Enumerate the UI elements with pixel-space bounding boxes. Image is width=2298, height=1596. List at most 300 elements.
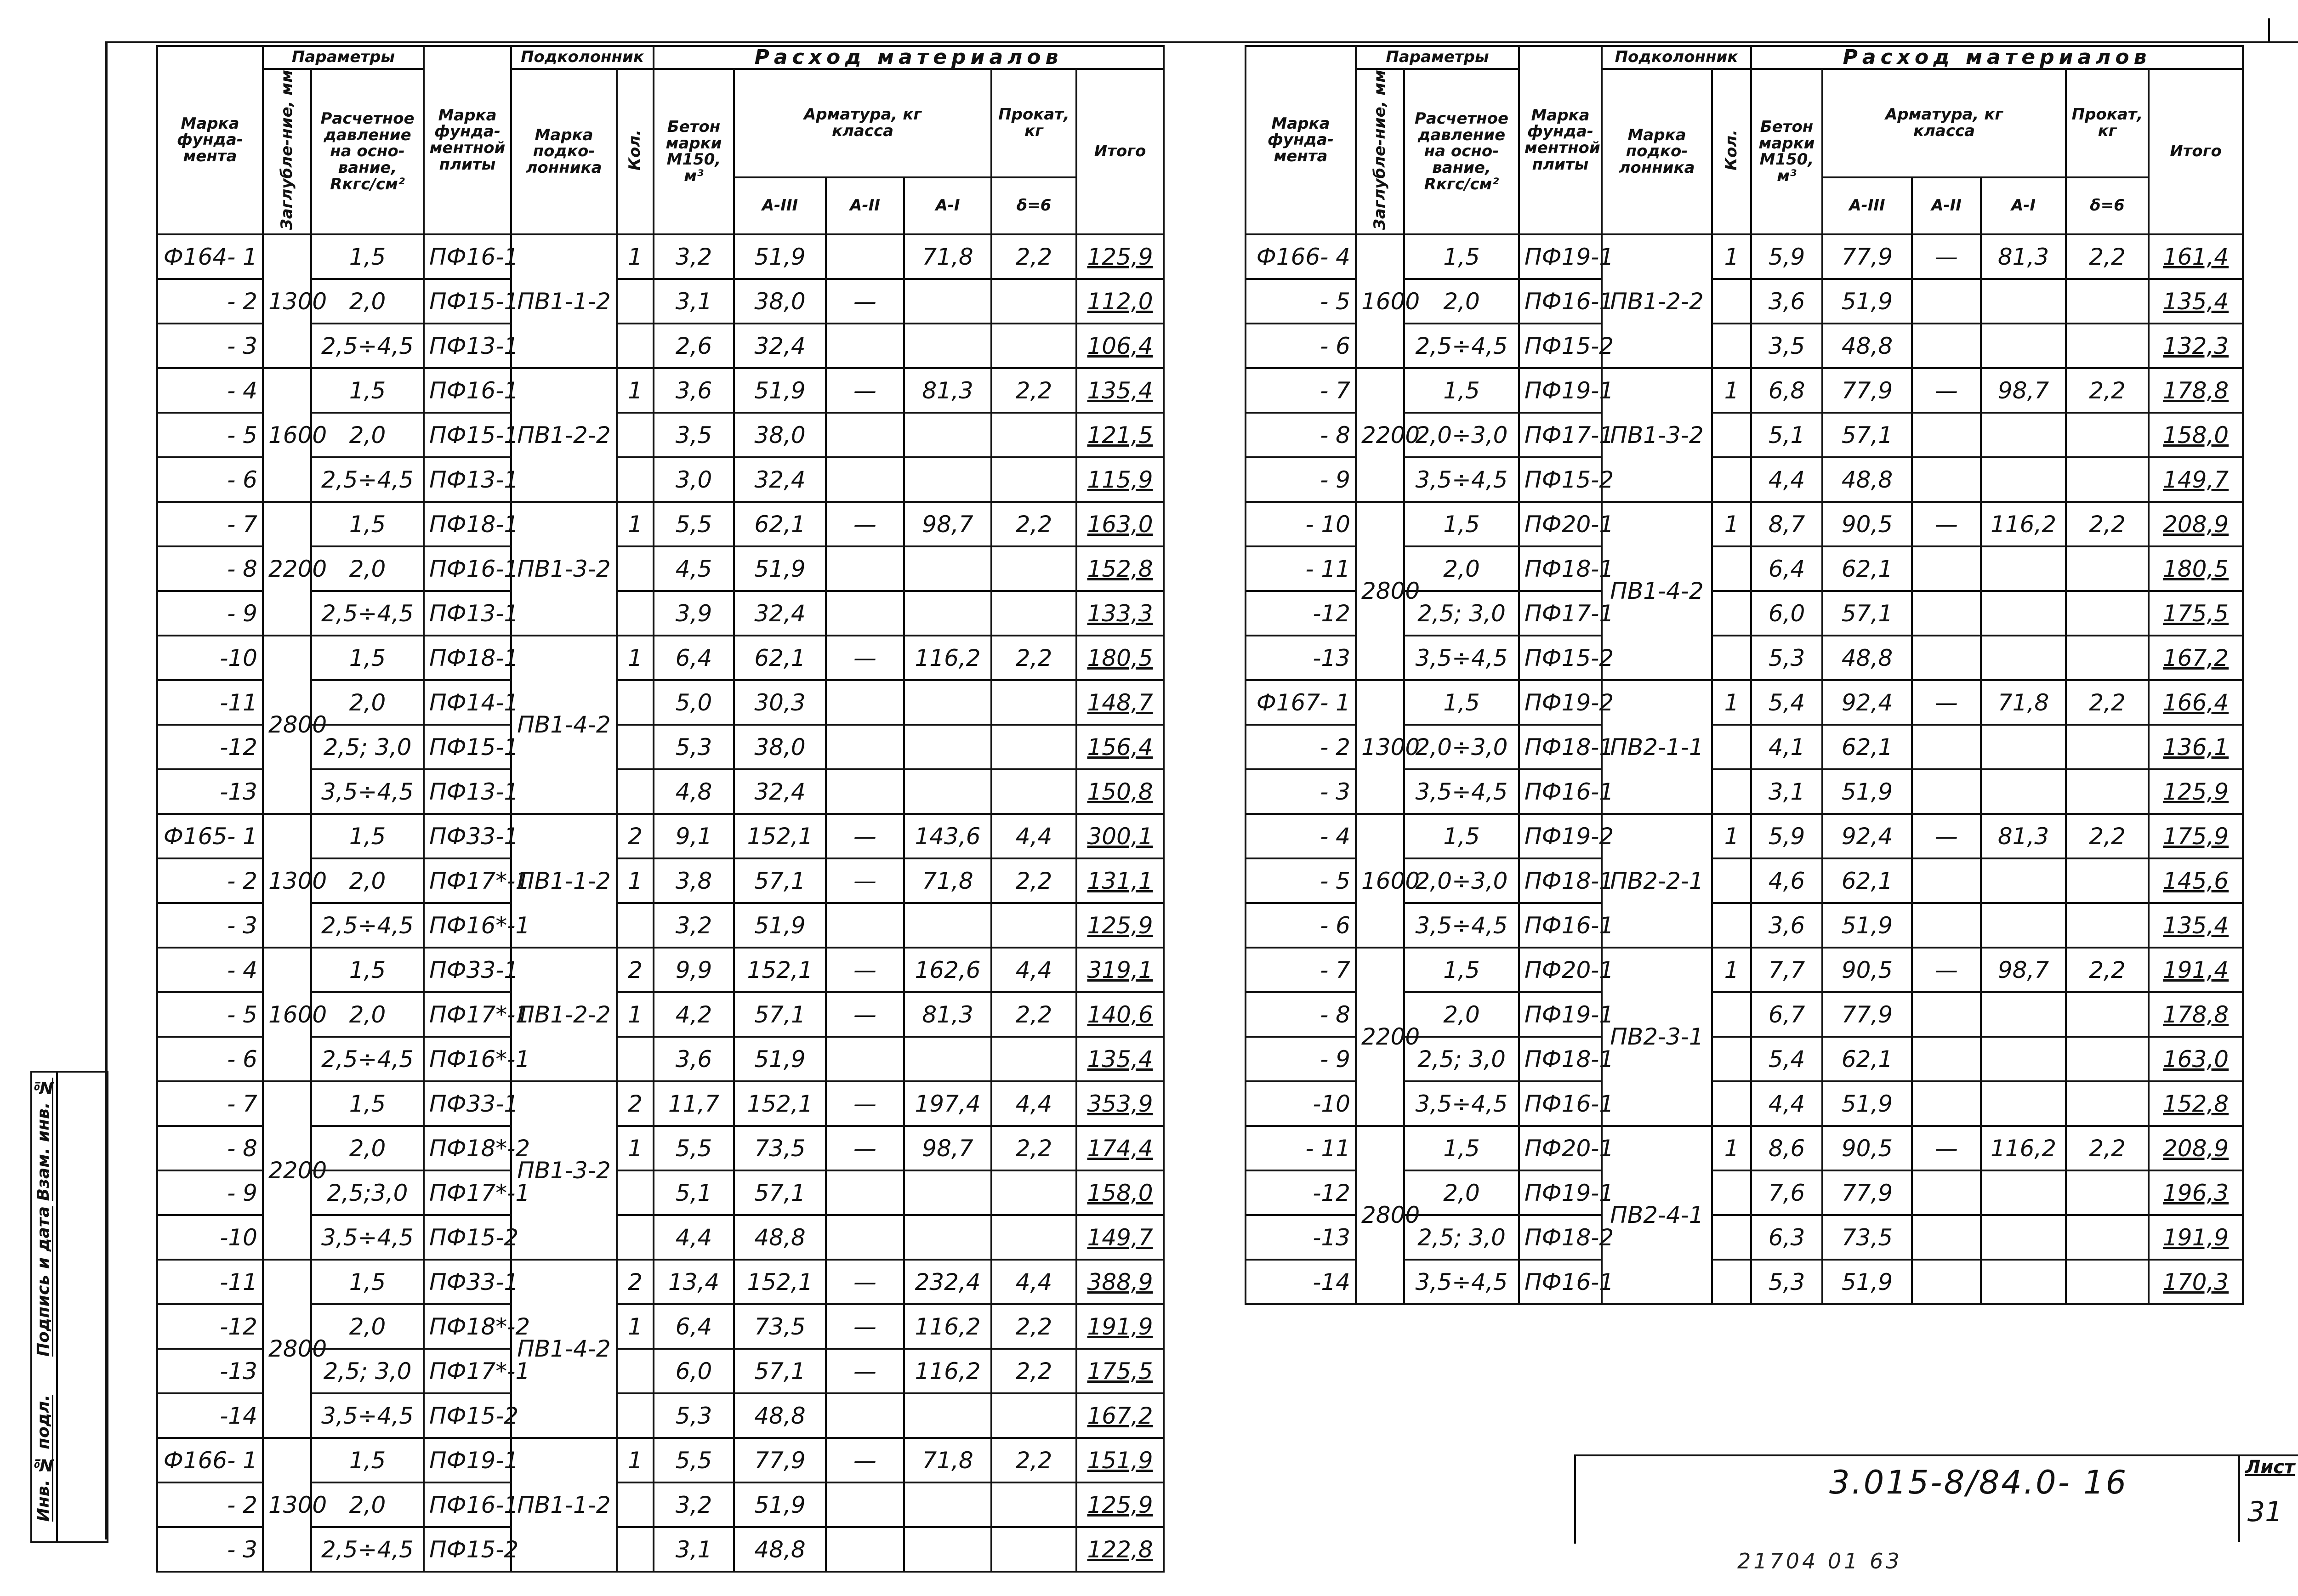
document-code: 3.015-8/84.0- 16 bbox=[1829, 1464, 2128, 1501]
cell-plate: ПФ16-1 bbox=[1519, 769, 1602, 814]
cell-mark: - 3 bbox=[157, 1527, 263, 1572]
header-itogo: Итого bbox=[2149, 69, 2243, 234]
cell-total: 388,9 bbox=[1076, 1260, 1164, 1304]
cell-a2: — bbox=[826, 1438, 904, 1482]
cell-kol: 1 bbox=[617, 858, 654, 903]
cell-concrete: 6,3 bbox=[1751, 1215, 1822, 1260]
cell-concrete: 5,9 bbox=[1751, 814, 1822, 858]
cell-concrete: 4,5 bbox=[654, 546, 734, 591]
cell-prokat: 2,2 bbox=[991, 1304, 1076, 1349]
cell-a2 bbox=[1912, 725, 1981, 769]
cell-plate: ПФ17*-1 bbox=[424, 992, 511, 1037]
cell-kol bbox=[1712, 1260, 1751, 1304]
cell-podk: ПВ1-2-2 bbox=[511, 368, 617, 502]
header-a3: А-III bbox=[1822, 177, 1912, 234]
header-zaglublenie: Заглубле-ние, мм bbox=[263, 69, 311, 234]
cell-pressure: 2,0 bbox=[311, 546, 424, 591]
cell-mark: -11 bbox=[157, 680, 263, 725]
cell-total: 191,9 bbox=[1076, 1304, 1164, 1349]
cell-kol: 1 bbox=[1712, 1126, 1751, 1170]
header-itogo: Итого bbox=[1076, 69, 1164, 234]
cell-total: 163,0 bbox=[2149, 1037, 2243, 1081]
cell-a1: 116,2 bbox=[904, 1349, 991, 1393]
cell-kol bbox=[1712, 1215, 1751, 1260]
table-row bbox=[1246, 948, 2243, 992]
cell-concrete: 7,6 bbox=[1751, 1170, 1822, 1215]
cell-mark: - 7 bbox=[1246, 948, 1356, 992]
cell-plate: ПФ16-1 bbox=[424, 546, 511, 591]
header-kol: Кол. bbox=[1712, 69, 1751, 234]
cell-a3: 32,4 bbox=[734, 769, 826, 814]
table-row bbox=[157, 948, 1164, 992]
side-label-inv-podl: Инв. № подл. bbox=[34, 1395, 53, 1522]
cell-kol: 1 bbox=[617, 234, 654, 279]
cell-plate: ПФ15-1 bbox=[424, 725, 511, 769]
cell-a1 bbox=[1981, 858, 2066, 903]
cell-prokat bbox=[2066, 1260, 2149, 1304]
cell-plate: ПФ15-1 bbox=[424, 279, 511, 324]
cell-pressure: 1,5 bbox=[1404, 502, 1519, 546]
cell-concrete: 5,4 bbox=[1751, 680, 1822, 725]
cell-concrete: 8,6 bbox=[1751, 1126, 1822, 1170]
table-row bbox=[157, 1438, 1164, 1482]
cell-kol: 1 bbox=[617, 368, 654, 413]
cell-kol: 2 bbox=[617, 1081, 654, 1126]
table-row bbox=[1246, 814, 2243, 858]
cell-a1: 116,2 bbox=[904, 1304, 991, 1349]
cell-total: 125,9 bbox=[1076, 1482, 1164, 1527]
cell-concrete: 3,0 bbox=[654, 457, 734, 502]
cell-pressure: 2,0 bbox=[311, 992, 424, 1037]
cell-mark: -12 bbox=[1246, 591, 1356, 636]
cell-a2: — bbox=[1912, 502, 1981, 546]
cell-kol: 1 bbox=[1712, 948, 1751, 992]
cell-kol: 1 bbox=[1712, 814, 1751, 858]
table-row bbox=[1246, 234, 2243, 279]
cell-a2 bbox=[1912, 457, 1981, 502]
cell-total: 167,2 bbox=[2149, 636, 2243, 680]
cell-a3: 57,1 bbox=[1822, 413, 1912, 457]
cell-mark: - 8 bbox=[157, 1126, 263, 1170]
cell-mark: -14 bbox=[1246, 1260, 1356, 1304]
cell-a3: 51,9 bbox=[734, 1482, 826, 1527]
cell-kol bbox=[1712, 546, 1751, 591]
cell-a3: 62,1 bbox=[1822, 1037, 1912, 1081]
cell-total: 175,5 bbox=[2149, 591, 2243, 636]
cell-total: 131,1 bbox=[1076, 858, 1164, 903]
cell-pressure: 1,5 bbox=[1404, 368, 1519, 413]
header-marka-fund: Марка фунда-мента bbox=[1246, 46, 1356, 234]
cell-a1: 81,3 bbox=[904, 368, 991, 413]
header-marka-plity: Марка фунда-ментной плиты bbox=[424, 46, 511, 234]
cell-a2: — bbox=[826, 1126, 904, 1170]
cell-pressure: 2,0 bbox=[311, 858, 424, 903]
cell-prokat: 2,2 bbox=[991, 992, 1076, 1037]
cell-prokat bbox=[2066, 858, 2149, 903]
cell-a3: 48,8 bbox=[1822, 324, 1912, 368]
cell-concrete: 4,4 bbox=[1751, 457, 1822, 502]
cell-concrete: 5,3 bbox=[654, 725, 734, 769]
cell-kol bbox=[617, 324, 654, 368]
cell-podk: ПВ1-4-2 bbox=[511, 1260, 617, 1438]
cell-a2: — bbox=[826, 1081, 904, 1126]
cell-plate: ПФ16-1 bbox=[424, 234, 511, 279]
cell-plate: ПФ16*-1 bbox=[424, 1037, 511, 1081]
cell-prokat: 2,2 bbox=[2066, 1126, 2149, 1170]
cell-mark: - 3 bbox=[157, 324, 263, 368]
cell-mark: - 6 bbox=[1246, 324, 1356, 368]
cell-a2 bbox=[826, 1527, 904, 1572]
cell-kol bbox=[1712, 279, 1751, 324]
header-podkolonnik: Подколонник bbox=[1602, 46, 1751, 69]
side-label-vzam-inv: Взам. инв. № bbox=[34, 1078, 53, 1201]
cell-kol bbox=[617, 1037, 654, 1081]
cell-a2 bbox=[826, 769, 904, 814]
cell-concrete: 5,5 bbox=[654, 1126, 734, 1170]
cell-kol bbox=[1712, 769, 1751, 814]
cell-a2: — bbox=[1912, 948, 1981, 992]
cell-total: 136,1 bbox=[2149, 725, 2243, 769]
cell-mark: - 4 bbox=[157, 368, 263, 413]
cell-total: 149,7 bbox=[1076, 1215, 1164, 1260]
cell-a1: 116,2 bbox=[904, 636, 991, 680]
cell-a2 bbox=[826, 457, 904, 502]
cell-a2: — bbox=[826, 1304, 904, 1349]
cell-a3: 57,1 bbox=[734, 1170, 826, 1215]
cell-a2: — bbox=[826, 636, 904, 680]
cell-a3: 57,1 bbox=[734, 992, 826, 1037]
cell-a3: 51,9 bbox=[734, 546, 826, 591]
cell-podk: ПВ1-4-2 bbox=[511, 636, 617, 814]
cell-a3: 38,0 bbox=[734, 413, 826, 457]
cell-pressure: 1,5 bbox=[311, 636, 424, 680]
cell-pressure: 2,5÷4,5 bbox=[311, 1527, 424, 1572]
cell-mark: - 2 bbox=[157, 1482, 263, 1527]
header-marka-plity: Марка фунда-ментной плиты bbox=[1519, 46, 1602, 234]
cell-mark: Ф166- 4 bbox=[1246, 234, 1356, 279]
table-row bbox=[1246, 502, 2243, 546]
cell-pressure: 2,0÷3,0 bbox=[1404, 725, 1519, 769]
cell-total: 319,1 bbox=[1076, 948, 1164, 992]
cell-a1: 98,7 bbox=[904, 502, 991, 546]
cell-concrete: 3,9 bbox=[654, 591, 734, 636]
cell-a2 bbox=[1912, 903, 1981, 948]
cell-a2: — bbox=[1912, 368, 1981, 413]
cell-mark: - 6 bbox=[157, 1037, 263, 1081]
cell-a2: — bbox=[1912, 1126, 1981, 1170]
cell-a2 bbox=[826, 1215, 904, 1260]
cell-kol bbox=[1712, 858, 1751, 903]
cell-total: 180,5 bbox=[2149, 546, 2243, 591]
header-beton: Бетон марки М150, м³ bbox=[1751, 69, 1822, 234]
table-row bbox=[157, 1081, 1164, 1126]
cell-plate: ПФ18*-2 bbox=[424, 1304, 511, 1349]
cell-a3: 57,1 bbox=[734, 1349, 826, 1393]
cell-a3: 51,9 bbox=[734, 1037, 826, 1081]
cell-concrete: 3,2 bbox=[654, 1482, 734, 1527]
cell-plate: ПФ13-1 bbox=[424, 457, 511, 502]
cell-prokat bbox=[991, 1482, 1076, 1527]
cell-pressure: 2,0 bbox=[311, 279, 424, 324]
cell-mark: - 7 bbox=[157, 502, 263, 546]
cell-kol bbox=[1712, 324, 1751, 368]
cell-a1: 71,8 bbox=[904, 1438, 991, 1482]
cell-podk: ПВ2-3-1 bbox=[1602, 948, 1712, 1126]
cell-concrete: 3,6 bbox=[1751, 903, 1822, 948]
header-a2: А-II bbox=[826, 177, 904, 234]
cell-depth: 2200 bbox=[1356, 948, 1404, 1126]
table-row bbox=[1246, 368, 2243, 413]
cell-a2: — bbox=[826, 502, 904, 546]
cell-a1: 81,3 bbox=[1981, 234, 2066, 279]
cell-pressure: 1,5 bbox=[311, 1081, 424, 1126]
cell-podk: ПВ1-3-2 bbox=[511, 1081, 617, 1260]
cell-depth: 2800 bbox=[1356, 502, 1404, 680]
cell-a2 bbox=[826, 1393, 904, 1438]
cell-mark: -10 bbox=[157, 636, 263, 680]
cell-concrete: 3,5 bbox=[1751, 324, 1822, 368]
cell-a2: — bbox=[826, 1260, 904, 1304]
cell-mark: -10 bbox=[157, 1215, 263, 1260]
cell-pressure: 2,5; 3,0 bbox=[311, 1349, 424, 1393]
cell-pressure: 2,0 bbox=[1404, 546, 1519, 591]
cell-concrete: 5,5 bbox=[654, 502, 734, 546]
cell-podk: ПВ1-3-2 bbox=[1602, 368, 1712, 502]
cell-podk: ПВ1-1-2 bbox=[511, 1438, 617, 1572]
cell-concrete: 3,5 bbox=[654, 413, 734, 457]
cell-mark: -12 bbox=[157, 1304, 263, 1349]
cell-mark: - 4 bbox=[1246, 814, 1356, 858]
cell-a3: 152,1 bbox=[734, 1081, 826, 1126]
cell-total: 106,4 bbox=[1076, 324, 1164, 368]
cell-a3: 48,8 bbox=[734, 1527, 826, 1572]
cell-mark: - 7 bbox=[157, 1081, 263, 1126]
cell-a3: 51,9 bbox=[1822, 903, 1912, 948]
cell-prokat bbox=[2066, 546, 2149, 591]
cell-a1: 98,7 bbox=[904, 1126, 991, 1170]
cell-a3: 73,5 bbox=[734, 1304, 826, 1349]
cell-a1: 71,8 bbox=[904, 858, 991, 903]
cell-total: 133,3 bbox=[1076, 591, 1164, 636]
cell-a1 bbox=[904, 680, 991, 725]
cell-pressure: 2,0 bbox=[1404, 1170, 1519, 1215]
cell-depth: 1600 bbox=[1356, 814, 1404, 948]
cell-depth: 1300 bbox=[263, 1438, 311, 1572]
cell-kol bbox=[1712, 457, 1751, 502]
cell-concrete: 3,8 bbox=[654, 858, 734, 903]
cell-prokat: 2,2 bbox=[2066, 502, 2149, 546]
cell-a3: 38,0 bbox=[734, 279, 826, 324]
cell-mark: - 6 bbox=[1246, 903, 1356, 948]
cell-a1 bbox=[904, 457, 991, 502]
cell-a3: 92,4 bbox=[1822, 680, 1912, 725]
cell-depth: 1600 bbox=[263, 368, 311, 502]
cell-kol bbox=[617, 279, 654, 324]
cell-total: 152,8 bbox=[2149, 1081, 2243, 1126]
cell-concrete: 5,9 bbox=[1751, 234, 1822, 279]
header-kol: Кол. bbox=[617, 69, 654, 234]
cell-pressure: 2,0 bbox=[311, 1304, 424, 1349]
cell-prokat bbox=[991, 546, 1076, 591]
cell-a1 bbox=[1981, 1260, 2066, 1304]
header-a1: А-I bbox=[1981, 177, 2066, 234]
cell-prokat bbox=[991, 769, 1076, 814]
cell-mark: -13 bbox=[157, 769, 263, 814]
cell-kol bbox=[1712, 1081, 1751, 1126]
header-armatura: Арматура, кг класса bbox=[734, 69, 991, 177]
cell-pressure: 2,0 bbox=[1404, 992, 1519, 1037]
cell-kol: 1 bbox=[617, 1304, 654, 1349]
cell-concrete: 5,0 bbox=[654, 680, 734, 725]
cell-concrete: 4,6 bbox=[1751, 858, 1822, 903]
cell-total: 150,8 bbox=[1076, 769, 1164, 814]
frame-corner-tick bbox=[2268, 18, 2270, 41]
cell-kol: 2 bbox=[617, 948, 654, 992]
cell-concrete: 6,0 bbox=[654, 1349, 734, 1393]
cell-kol bbox=[1712, 591, 1751, 636]
cell-kol bbox=[1712, 413, 1751, 457]
cell-total: 135,4 bbox=[1076, 368, 1164, 413]
cell-a1: 71,8 bbox=[904, 234, 991, 279]
cell-total: 148,7 bbox=[1076, 680, 1164, 725]
cell-prokat bbox=[991, 413, 1076, 457]
cell-pressure: 1,5 bbox=[1404, 948, 1519, 992]
cell-pressure: 2,0÷3,0 bbox=[1404, 858, 1519, 903]
cell-a3: 62,1 bbox=[1822, 725, 1912, 769]
cell-concrete: 5,3 bbox=[1751, 636, 1822, 680]
cell-pressure: 2,5;3,0 bbox=[311, 1170, 424, 1215]
cell-pressure: 1,5 bbox=[311, 814, 424, 858]
cell-total: 156,4 bbox=[1076, 725, 1164, 769]
cell-total: 178,8 bbox=[2149, 992, 2243, 1037]
cell-prokat: 2,2 bbox=[2066, 948, 2149, 992]
cell-mark: - 8 bbox=[1246, 413, 1356, 457]
cell-concrete: 5,4 bbox=[1751, 1037, 1822, 1081]
cell-a2: — bbox=[826, 814, 904, 858]
cell-mark: - 6 bbox=[157, 457, 263, 502]
side-label-podpis-data: Подпись и дата bbox=[34, 1206, 53, 1357]
cell-plate: ПФ20-1 bbox=[1519, 502, 1602, 546]
cell-plate: ПФ33-1 bbox=[424, 814, 511, 858]
cell-prokat bbox=[2066, 1215, 2149, 1260]
cell-mark: - 5 bbox=[157, 992, 263, 1037]
cell-total: 180,5 bbox=[1076, 636, 1164, 680]
cell-a3: 152,1 bbox=[734, 814, 826, 858]
cell-mark: Ф166- 1 bbox=[157, 1438, 263, 1482]
cell-a3: 77,9 bbox=[1822, 368, 1912, 413]
cell-pressure: 1,5 bbox=[311, 368, 424, 413]
cell-a2: — bbox=[1912, 234, 1981, 279]
table-row bbox=[157, 636, 1164, 680]
cell-plate: ПФ17-1 bbox=[1519, 591, 1602, 636]
cell-mark: -14 bbox=[157, 1393, 263, 1438]
cell-podk: ПВ1-1-2 bbox=[511, 814, 617, 948]
cell-pressure: 3,5÷4,5 bbox=[1404, 769, 1519, 814]
cell-plate: ПФ18-2 bbox=[1519, 1215, 1602, 1260]
cell-a1 bbox=[904, 725, 991, 769]
cell-concrete: 4,1 bbox=[1751, 725, 1822, 769]
cell-a2 bbox=[826, 725, 904, 769]
cell-pressure: 2,5; 3,0 bbox=[311, 725, 424, 769]
cell-prokat: 4,4 bbox=[991, 814, 1076, 858]
cell-pressure: 1,5 bbox=[311, 234, 424, 279]
cell-concrete: 5,1 bbox=[1751, 413, 1822, 457]
cell-depth: 1300 bbox=[1356, 680, 1404, 814]
cell-kol bbox=[617, 1527, 654, 1572]
cell-concrete: 3,1 bbox=[1751, 769, 1822, 814]
cell-depth: 2200 bbox=[263, 1081, 311, 1260]
sheet-label: Лист bbox=[2245, 1457, 2295, 1478]
header-podkolonnik: Подколонник bbox=[511, 46, 654, 69]
cell-a1: 162,6 bbox=[904, 948, 991, 992]
cell-a3: 77,9 bbox=[1822, 234, 1912, 279]
cell-plate: ПФ20-1 bbox=[1519, 1126, 1602, 1170]
cell-concrete: 5,1 bbox=[654, 1170, 734, 1215]
header-raskhod: Расход материалов bbox=[1751, 46, 2243, 69]
cell-plate: ПФ13-1 bbox=[424, 591, 511, 636]
cell-plate: ПФ16*-1 bbox=[424, 903, 511, 948]
cell-plate: ПФ18-1 bbox=[424, 502, 511, 546]
cell-concrete: 9,1 bbox=[654, 814, 734, 858]
cell-kol bbox=[1712, 903, 1751, 948]
cell-concrete: 3,1 bbox=[654, 279, 734, 324]
cell-a2 bbox=[1912, 1170, 1981, 1215]
cell-mark: - 7 bbox=[1246, 368, 1356, 413]
cell-a1 bbox=[1981, 1170, 2066, 1215]
cell-pressure: 2,5÷4,5 bbox=[311, 457, 424, 502]
cell-podk: ПВ1-3-2 bbox=[511, 502, 617, 636]
cell-plate: ПФ19-1 bbox=[1519, 368, 1602, 413]
cell-plate: ПФ16-1 bbox=[1519, 903, 1602, 948]
cell-a2 bbox=[826, 1170, 904, 1215]
cell-concrete: 7,7 bbox=[1751, 948, 1822, 992]
cell-a1 bbox=[904, 1482, 991, 1527]
cell-depth: 2200 bbox=[263, 502, 311, 636]
cell-podk: ПВ1-2-2 bbox=[511, 948, 617, 1081]
cell-plate: ПФ16-1 bbox=[1519, 1260, 1602, 1304]
cell-concrete: 6,7 bbox=[1751, 992, 1822, 1037]
cell-prokat: 2,2 bbox=[991, 234, 1076, 279]
cell-pressure: 2,5÷4,5 bbox=[311, 903, 424, 948]
cell-prokat: 2,2 bbox=[2066, 234, 2149, 279]
sheet-number: 31 bbox=[2247, 1496, 2283, 1528]
table-row bbox=[157, 814, 1164, 858]
cell-pressure: 1,5 bbox=[311, 502, 424, 546]
cell-total: 174,4 bbox=[1076, 1126, 1164, 1170]
cell-depth: 1600 bbox=[1356, 234, 1404, 368]
cell-kol bbox=[617, 1482, 654, 1527]
cell-a2: — bbox=[826, 858, 904, 903]
cell-total: 191,9 bbox=[2149, 1215, 2243, 1260]
cell-pressure: 2,5; 3,0 bbox=[1404, 1215, 1519, 1260]
cell-prokat bbox=[2066, 457, 2149, 502]
cell-total: 140,6 bbox=[1076, 992, 1164, 1037]
cell-a3: 73,5 bbox=[734, 1126, 826, 1170]
cell-a2 bbox=[826, 324, 904, 368]
cell-pressure: 2,0 bbox=[311, 680, 424, 725]
cell-plate: ПФ17*-1 bbox=[424, 1349, 511, 1393]
cell-a1 bbox=[904, 324, 991, 368]
cell-a1 bbox=[904, 1170, 991, 1215]
cell-pressure: 2,5÷4,5 bbox=[311, 324, 424, 368]
cell-a1 bbox=[1981, 903, 2066, 948]
cell-a2 bbox=[1912, 591, 1981, 636]
cell-concrete: 6,4 bbox=[1751, 546, 1822, 591]
cell-prokat bbox=[991, 680, 1076, 725]
cell-a3: 48,8 bbox=[734, 1393, 826, 1438]
cell-total: 112,0 bbox=[1076, 279, 1164, 324]
cell-a2: — bbox=[1912, 680, 1981, 725]
